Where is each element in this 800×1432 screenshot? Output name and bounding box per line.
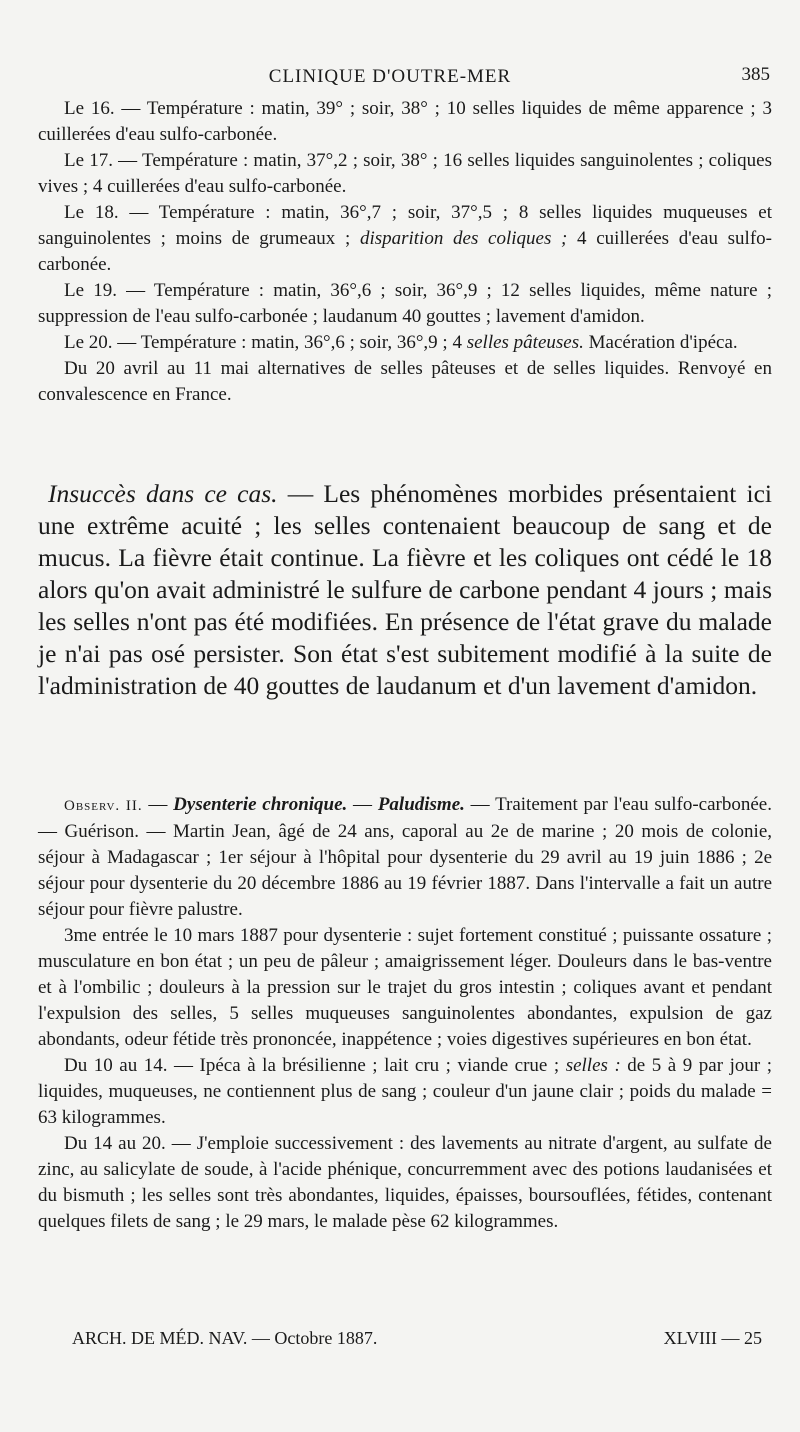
entry-day-20-italic: selles pâteuses.: [466, 332, 584, 353]
commentary-lead: Insuccès dans ce cas.: [48, 479, 278, 508]
page-footer: [72, 1328, 762, 1358]
observation-rest: — Traitement par l'eau sulfo-carbonée. — Guérison. — Martin Jean, âgé de 24 ans, caporal au 2e de marine ; 20 mois de colonie, séjour à Madagascar ; 1er séjour à l'hôpital pour dysenterie du 29 avril au 19 juin 1886 ; 2e séjour pour dysenterie du 20 décembre 1886 au 19 février 1887. Dans l'intervalle a fait un autre séjour pour fièvre palustre.: [38, 794, 772, 920]
entry-day-16: Le 16. — Température : matin, 39° ; soir, 38° ; 10 selles liquides de même apparence ; 3 cuillerées d'eau sulfo-carbonée.: [38, 98, 772, 145]
page-number: 385: [741, 64, 770, 85]
commentary-text: — Les phénomènes morbides présentaient ici une extrême acuité ; les selles contenaient beaucoup de sang et de mucus. La fièvre était continue. La fièvre et les coliques ont cédé le 18 alors qu'on avait administré le sulfure de carbone pendant 4 jours ; mais les selles n'ont pas été modifiées. En présence de l'état grave du malade je n'ai pas osé persister. Son état s'est subitement modifié à la suite de l'administration de 40 gouttes de laudanum et d'un lavement d'amidon.: [38, 479, 772, 700]
entry-day-18-text: Le 18. — Température : matin, 36°,7 ; soir, 37°,5 ; 8 selles liquides muqueuses et sanguinolentes ; moins de grumeaux ;: [38, 202, 772, 249]
observation-paragraph-4: Du 14 au 20. — J'emploie successivement : des lavements au nitrate d'argent, au sulfate de zinc, au salicylate de soude, à l'acide phénique, concurremment avec des potions laudanisées et du bismuth ; les selles sont très abondantes, liquides, épaisses, boursouflées, fétides, contenant quelques filets de sang ; le 29 mars, le malade pèse 62 kilogrammes.: [38, 1133, 772, 1232]
observation-ii: [38, 792, 772, 1235]
entry-day-18-italic: disparition des coliques ;: [359, 228, 568, 249]
observation-p3-a: Du 10 au 14. — Ipéca à la brésilienne ; lait cru ; viande crue ;: [64, 1055, 560, 1076]
entry-day-20: [38, 330, 772, 356]
observation-p3-c: de 5 à 9 par jour ; liquides, muqueuses, ne contiennent plus de sang ; couleur d'un jaune clair ; poids du malade = 63 kilogrammes.: [38, 1055, 772, 1128]
observation-heading: [38, 792, 772, 923]
observation-paragraph-3: [38, 1053, 772, 1131]
running-head: [40, 62, 770, 92]
entry-day-19: Le 19. — Température : matin, 36°,6 ; soir, 36°,9 ; 12 selles liquides, même nature ; suppression de l'eau sulfo-carbonée ; laudanum 40 gouttes ; lavement d'amidon.: [38, 280, 772, 327]
observation-title-1: Dysenterie chronique.: [173, 794, 348, 815]
entry-day-20-end: Macération d'ipéca.: [588, 332, 738, 353]
entry-day-17: Le 17. — Température : matin, 37°,2 ; soir, 38° ; 16 selles liquides sanguinolentes ; coliques vives ; 4 cuillerées d'eau sulfo-carbonée.: [38, 150, 772, 197]
case-continuation: [38, 96, 772, 408]
commentary-paragraph: [38, 478, 772, 702]
page-title: CLINIQUE D'OUTRE-MER: [268, 66, 512, 87]
observation-p3-italic: selles :: [565, 1055, 621, 1076]
observation-label: Observ. II.: [64, 798, 143, 814]
entry-summary: Du 20 avril au 11 mai alternatives de selles pâteuses et de selles liquides. Renvoyé en convalescence en France.: [38, 358, 772, 405]
footer-signature: XLVIII — 25: [663, 1328, 762, 1348]
entry-day-18-end: 4 cuillerées d'eau sulfo-carbonée.: [38, 228, 772, 275]
entry-day-18: [38, 200, 772, 278]
commentary: [38, 478, 772, 702]
observation-title-2: Paludisme.: [377, 794, 465, 815]
observation-sep-1: —: [142, 794, 174, 815]
observation-paragraph-2: 3me entrée le 10 mars 1887 pour dysenterie : sujet fortement constitué ; puissante ossature ; musculature en bon état ; un peu de pâleur ; amaigrissement léger. Douleurs dans le bas-ventre et à l'ombilic ; douleurs à la pression sur le trajet du gros intestin ; coliques avant et pendant l'expulsion des selles, 5 selles muqueuses sanguinolentes abondantes, expulsion de gaz abondants, odeur fétide très prononcée, inappétence ; voies digestives supérieures en bon état.: [38, 925, 772, 1050]
footer-journal: ARCH. DE MÉD. NAV. — Octobre 1887.: [72, 1328, 378, 1348]
entry-day-20-text: Le 20. — Température : matin, 36°,6 ; soir, 36°,9 ; 4: [64, 332, 462, 353]
observation-sep-2: —: [347, 794, 378, 815]
